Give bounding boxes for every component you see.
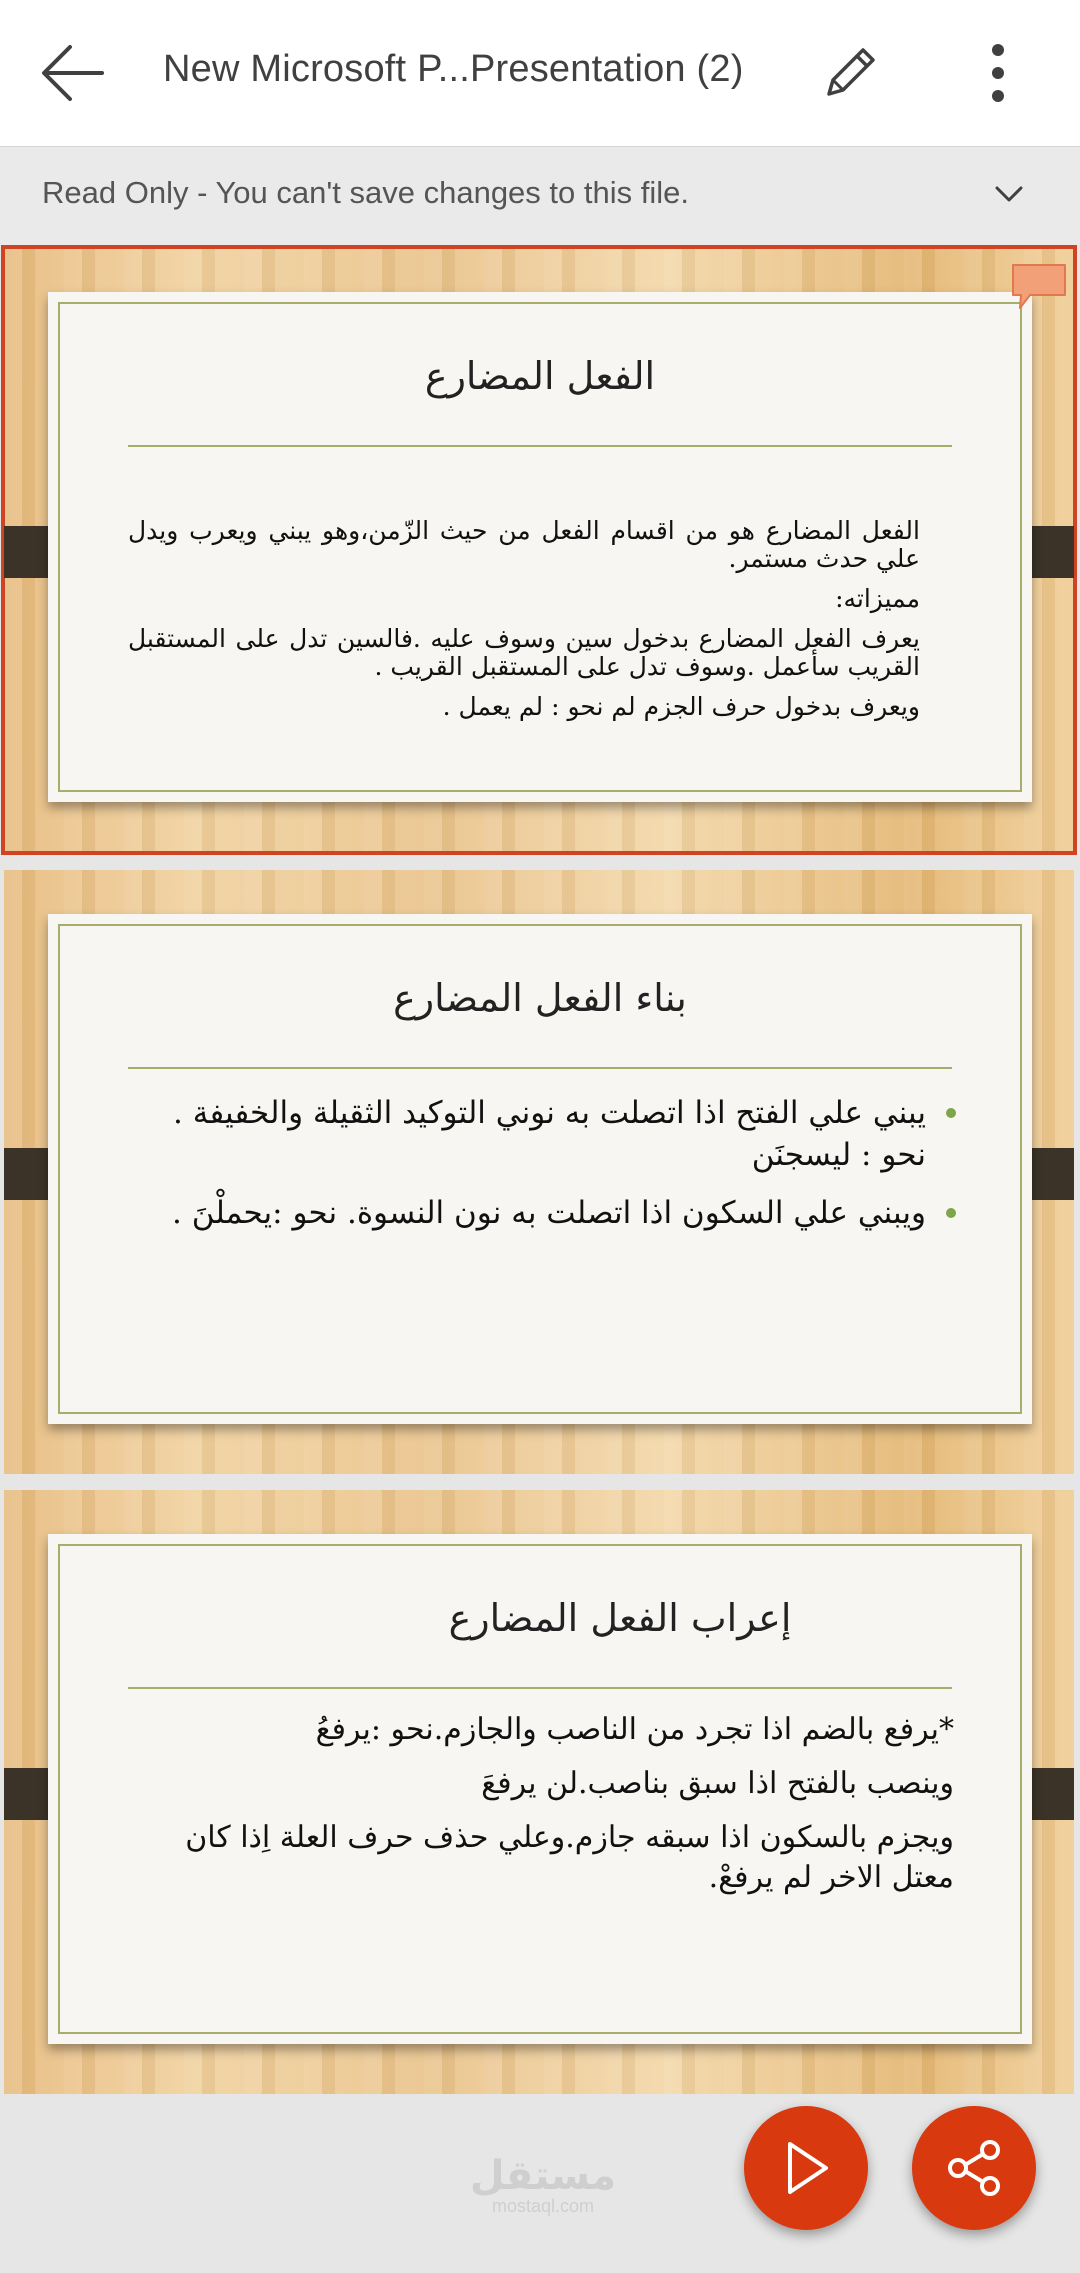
watermark <box>468 2153 618 2216</box>
slide-thumbnail-2[interactable] <box>4 870 1074 1474</box>
slide-body <box>148 1092 956 1250</box>
share-icon <box>944 2138 1004 2198</box>
watermark-arabic: مستقل <box>469 2153 617 2199</box>
more-vertical-icon[interactable] <box>970 40 1026 106</box>
comment-icon[interactable] <box>1010 262 1068 312</box>
slide-paper <box>48 292 1032 802</box>
read-only-message: Read Only - You can't save changes to this file. <box>42 175 689 210</box>
slide-title: إعراب الفعل المضارع <box>448 1596 792 1640</box>
play-button[interactable] <box>744 2106 868 2230</box>
title-rule <box>128 1687 952 1689</box>
watermark-latin: mostaql.com <box>491 2196 595 2216</box>
title-rule <box>128 1067 952 1069</box>
slide-paragraph: *يرفع بالضم اذا تجرد من الناصب والجازم.نحو :يرفعُ <box>315 1712 954 1747</box>
slide-thumbnail-3[interactable] <box>4 1490 1074 2094</box>
slide-paragraph: ويعرف بدخول حرف الجزم لم نحو : لم يعمل . <box>442 692 920 721</box>
document-title: New Microsoft P...Presentation (2) <box>163 48 744 90</box>
share-button[interactable] <box>912 2106 1036 2230</box>
slide-body <box>128 517 920 733</box>
slide-paper <box>48 1534 1032 2044</box>
slide-paragraph: وينصب بالفتح اذا سبق بناصب.لن يرفعَ <box>481 1766 954 1801</box>
app-bar <box>0 0 1080 147</box>
title-rule <box>128 445 952 447</box>
slide-body <box>158 1710 954 1912</box>
slide-paragraph: مميزاته: <box>835 584 920 613</box>
slide-paper <box>48 914 1032 1424</box>
chevron-down-icon[interactable] <box>992 182 1026 206</box>
slide-paragraph: ويجزم بالسكون اذا سبقه جازم.وعلي حذف حرف العلة اِذا كان معتل الاخر لم يرفعْ. <box>185 1820 954 1895</box>
back-arrow-icon[interactable] <box>38 40 108 106</box>
pencil-icon[interactable] <box>815 38 885 108</box>
slide-thumbnail-1[interactable] <box>4 248 1074 852</box>
slide-bullet: ويبني علي السكون اذا اتصلت به نون النسوة. نحو :يحملْنَ . <box>148 1192 956 1234</box>
slide-title: بناء الفعل المضارع <box>393 976 687 1020</box>
slide-bullet: يبني علي الفتح اذا اتصلت به نوني التوكيد الثقيلة والخفيفة . نحو : ليسجنَن <box>148 1092 956 1176</box>
slide-paragraph: الفعل المضارع هو من اقسام الفعل من حيث الزّمن،وهو يبني ويعرب ويدل علي حدث مستمر. <box>128 516 920 573</box>
slide-paragraph: يعرف الفعل المضارع بدخول سين وسوف عليه .فالسين تدل على المستقبل القريب سأعمل .وسوف تدل على المستقبل القريب . <box>128 624 920 681</box>
read-only-banner[interactable] <box>0 147 1080 245</box>
play-icon <box>776 2138 836 2198</box>
slide-title: الفعل المضارع <box>424 354 656 398</box>
